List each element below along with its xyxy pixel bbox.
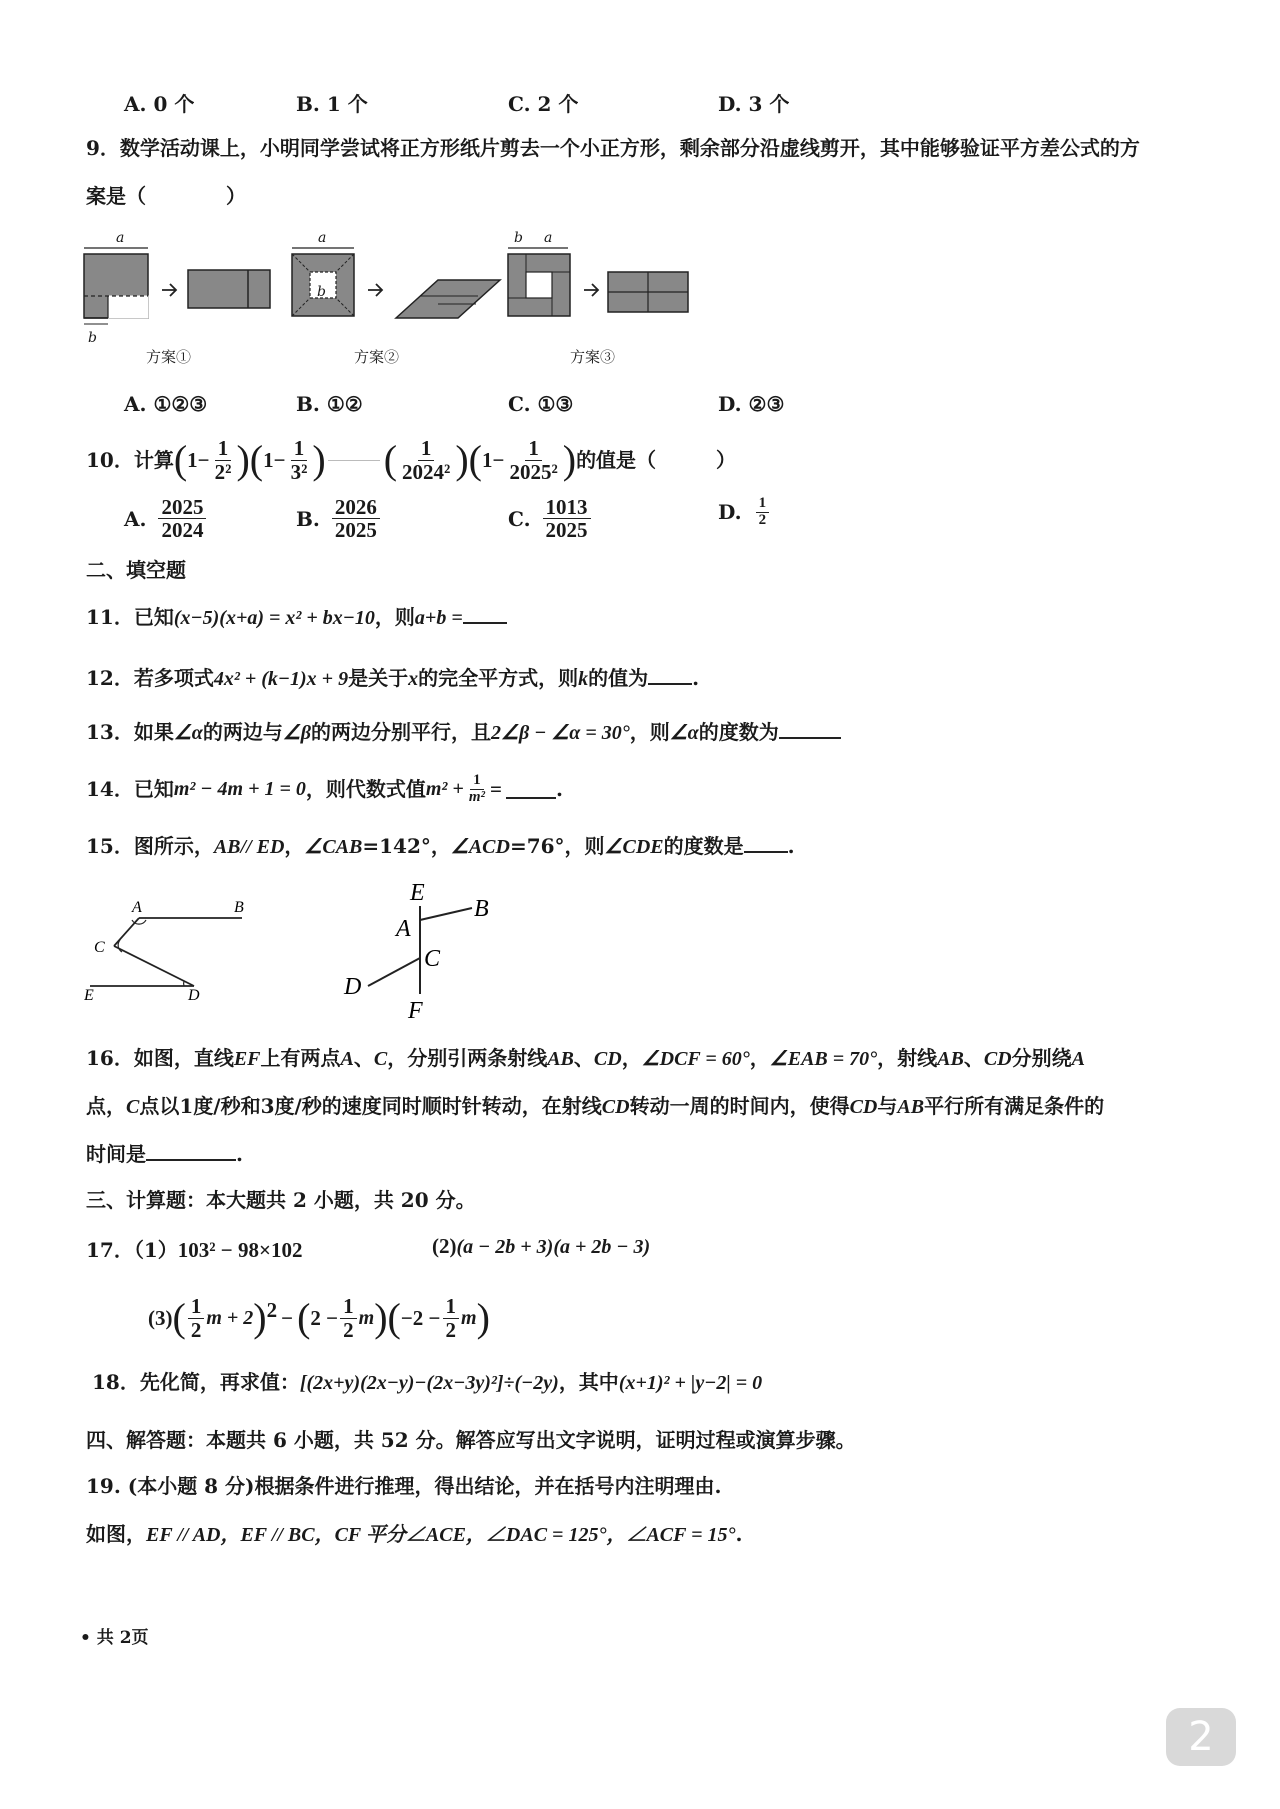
q10-f4-den: 2025² [509,459,558,484]
q10-option-a: A. $\frac{2025}{2024}$ [124,496,208,541]
q9-option-c: C. ①③ [508,392,574,416]
q11-line: 11．已知(x−5)(x+a) = x² + bx−10，则a+b = [86,603,507,632]
q17-part2: (2)(a − 2b + 3)(a + 2b − 3) [432,1234,651,1258]
q10-f1-den: 2² [214,459,232,484]
page-footer: • 共 2页 [80,1628,149,1648]
q9-line1: 9．数学活动课上，小明同学尝试将正方形纸片剪去一个小正方形，剩余部分沿虚线剪开，其中能够验证平方差公式的方 [86,136,1140,160]
q10-option-b: B. $\frac{2026}{2025}$ [296,496,382,541]
fig16-label-a: A [396,916,411,942]
q16-line2: 点，C点以1度/秒和3度/秒的速度同时顺时针转动，在射线CD转动一周的时间内，使得CD与AB平行所有满足条件的 [86,1094,1105,1118]
scheme1-figure [84,248,270,324]
q15-figure [84,896,264,1006]
scheme1-label-b: b [88,330,97,346]
q12-answer-blank[interactable] [648,665,692,685]
q13-answer-blank[interactable] [779,719,841,739]
q13-line: 13．如果∠α的两边与∠β的两边分别平行，且2∠β − ∠α = 30°，则∠α的度数为 [86,718,841,747]
q16-line1: 16．如图，直线EF上有两点A、C，分别引两条射线AB、CD，∠DCF = 60°，∠EAB = 70°，射线AB、CD分别绕A [86,1046,1085,1070]
section2-heading: 二、填空题 [86,558,186,582]
q10-ellipsis [328,460,380,461]
scheme2-label-b: b [317,284,326,300]
scheme1-label-a: a [116,230,125,246]
fig16-label-e: E [410,880,425,906]
q16-figure [336,876,516,1026]
q8-option-b: B. 1 个 [296,92,368,116]
fig16-label-f: F [408,998,423,1024]
fig16-label-c: C [424,946,441,972]
q9-figures [78,238,718,338]
fig15-label-a: A [132,899,142,916]
q10-f2-num: 1 [291,437,308,460]
fig16-label-b: B [474,896,489,922]
q19-line1: 19. (本小题 8 分)根据条件进行推理，得出结论，并在括号内注明理由. [86,1474,722,1498]
section4-heading: 四、解答题：本题共 6 小题，共 52 分。解答应写出文字说明，证明过程或演算步骤。 [86,1428,856,1452]
scheme3-figure [508,248,688,316]
fig16-label-d: D [344,974,362,1000]
q19-line2: 如图，EF // AD，EF // BC，CF 平分∠ACE，∠DAC = 125°，∠ACF = 15°. [86,1522,743,1546]
q10-f4-num: 1 [525,437,542,460]
q17-part1: 17．（1）103² − 98×102 [86,1238,303,1262]
q10-f3-num: 1 [418,437,435,460]
scheme3-caption: 方案③ [570,348,616,366]
q10-suffix: 的值是（ ） [576,448,737,472]
q18-line: 18．先化简，再求值：[(2x+y)(2x−y)−(2x−3y)²]÷(−2y)，其中(x+1)² + |y−2| = 0 [92,1370,763,1394]
scheme2-label-a: a [318,230,327,246]
scheme3-label-a: a [544,230,553,246]
fig15-label-e: E [84,987,94,1004]
q15-answer-blank[interactable] [744,833,788,853]
q9-option-b: B. ①② [296,392,363,416]
q14-line: 14．已知 m² − 4m + 1 = 0 ，则代数式值 m² + $\frac{1}{\text{m²}}$ = . [86,771,563,805]
fig15-label-d: D [188,987,200,1004]
q11-answer-blank[interactable] [463,604,507,624]
q10-prefix: 10．计算 [86,448,174,472]
fig15-label-c: C [94,939,105,956]
page-number-badge[interactable]: 2 [1166,1708,1236,1766]
q8-option-c: C. 2 个 [508,92,579,116]
q15-line: 15．图所示，AB// ED，∠CAB=142°，∠ACD=76°，则∠CDE的度数是 . [86,834,795,858]
q10-f2-den: 3² [290,459,308,484]
q9-option-d: D. ②③ [718,392,785,416]
q14-answer-blank[interactable] [506,779,556,799]
q10-line: 10．计算 ( 1− $\frac{1}{\text{2²}}$ ) ( 1− $\frac{1}{\text{3²}}$ ) ( $\frac{1}{\text{2024²}}$ ) ( 1− $\frac{1}{\text{2025²}}$ ) 的值是（ ） [86,436,737,484]
q10-f1-num: 1 [215,437,232,460]
q17-part3: (3) ( $\frac{1}{2}$ m + 2 ) 2 − ( 2 − $\frac{1}{2}$ m ) ( −2 − $\frac{1}{2}$ m ) [148,1294,490,1342]
q12-line: 12．若多项式4x² + (k−1)x + 9是关于x的完全平方式，则k的值为 . [86,666,700,690]
q8-option-d: D. 3 个 [718,92,790,116]
q16-line3: 时间是 . [86,1142,243,1166]
q10-option-c: C. $\frac{1013}{2025}$ [508,496,593,541]
q10-option-d: D. $\frac{1}{2}$ [718,496,771,529]
scheme3-label-b: b [514,230,523,246]
scheme2-caption: 方案② [354,348,400,366]
q10-f3-den: 2024² [402,459,451,484]
q9-option-a: A. ①②③ [124,392,208,416]
scheme2-figure [292,248,500,318]
q16-answer-blank[interactable] [146,1141,236,1161]
q9-line2: 案是（ ） [86,184,246,208]
fig15-label-b: B [234,899,244,916]
scheme1-caption: 方案① [146,348,192,366]
q8-option-a: A. 0 个 [124,92,195,116]
section3-heading: 三、计算题：本大题共 2 小题，共 20 分。 [86,1188,476,1212]
